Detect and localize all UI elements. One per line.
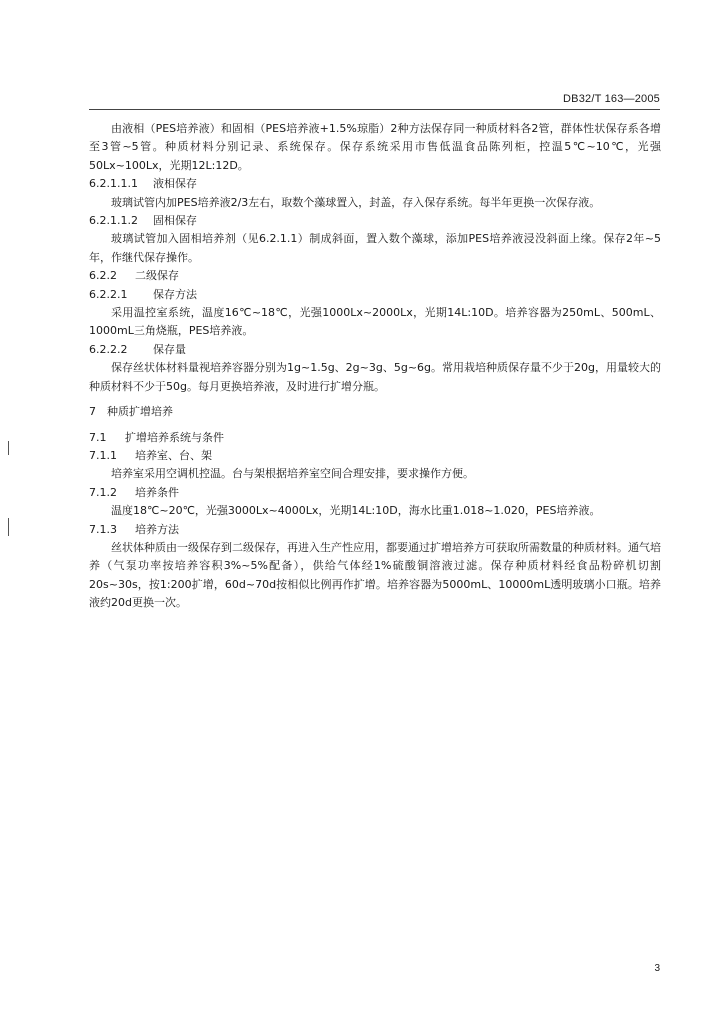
section-title: 培养室、台、架	[135, 448, 212, 462]
section-title: 保存量	[153, 342, 186, 356]
chapter-heading	[89, 403, 661, 421]
header-divider	[89, 109, 660, 110]
body-paragraph: 采用温控室系统，温度16℃~18℃，光强1000Lx~2000Lx，光期14L:10D。培养容器为250mL、500mL、1000mL三角烧瓶，PES培养液。	[89, 306, 661, 338]
section-title: 培养方法	[135, 522, 179, 536]
body-paragraph: 培养室采用空调机控温。台与架根据培养室空间合理安排，要求操作方便。	[111, 467, 474, 481]
section-title: 保存方法	[153, 287, 197, 301]
section-number: 6.2.1.1.1	[89, 177, 138, 191]
section-heading	[89, 175, 661, 193]
section-title: 二级保存	[135, 269, 179, 283]
section-title: 液相保存	[153, 177, 197, 191]
section-heading	[89, 286, 661, 304]
standard-code-header: DB32/T 163—2005	[563, 93, 660, 105]
body-paragraph: 玻璃试管加入固相培养剂（见6.2.1.1）制成斜面，置入数个藻球，添加PES培养液浸没斜面上缘。保存2年~5年，作继代保存操作。	[89, 232, 661, 264]
page-number: 3	[654, 963, 660, 974]
section-number: 7	[89, 405, 96, 419]
section-heading	[89, 484, 661, 502]
section-heading	[89, 521, 661, 539]
section-title: 固相保存	[153, 214, 197, 228]
body-paragraph: 丝状体种质由一级保存到二级保存，再进入生产性应用，都要通过扩增培养方可获取所需数量的种质材料。通气培养（气泵功率按培养容积3%~5%配备），供给气体经1%硫酸铜溶液过滤。保存种质材料经食品粉碎机切割20s~30s，按1:200扩增，60d~70d按相似比例再作扩增。培养容器为5000mL、10000mL透明玻璃小口瓶。培养液约20d更换一次。	[89, 540, 661, 610]
section-title: 培养条件	[135, 485, 179, 499]
body-paragraph: 温度18℃~20℃，光强3000Lx~4000Lx，光期14L:10D，海水比重1.018~1.020，PES培养液。	[111, 504, 601, 518]
section-heading	[89, 447, 661, 465]
section-title: 种质扩增培养	[107, 405, 173, 419]
section-heading	[89, 341, 661, 359]
section-number: 7.1	[89, 430, 107, 444]
body-paragraph: 保存丝状体材料量视培养容器分别为1g~1.5g、2g~3g、5g~6g。常用栽培种质保存量不少于20g，用量较大的种质材料不少于50g。每月更换培养液，及时进行扩增分瓶。	[89, 361, 662, 393]
section-number: 7.1.1	[89, 448, 117, 462]
section-title: 扩增培养系统与条件	[125, 430, 224, 444]
section-heading	[89, 212, 661, 230]
section-number: 7.1.2	[89, 485, 117, 499]
section-number: 6.2.2.1	[89, 287, 128, 301]
body-paragraph: 由液相（PES培养液）和固相（PES培养液+1.5%琼脂）2种方法保存同一种质材料各2管，群体性状保存系各增至3管~5管。种质材料分别记录、系统保存。保存系统采用市售低温食品陈列柜，控温5℃~10℃，光强50Lx~100Lx，光期12L:12D。	[89, 122, 661, 172]
section-number: 6.2.2	[89, 269, 117, 283]
document-body	[89, 120, 661, 613]
section-heading	[89, 429, 661, 447]
section-number: 7.1.3	[89, 522, 117, 536]
scan-margin-mark	[8, 518, 9, 536]
section-heading	[89, 267, 661, 285]
section-number: 6.2.2.2	[89, 342, 128, 356]
section-number: 6.2.1.1.2	[89, 214, 138, 228]
scan-margin-mark	[8, 441, 9, 455]
body-paragraph: 玻璃试管内加PES培养液2/3左右，取数个藻球置入，封盖，存入保存系统。每半年更换一次保存液。	[111, 195, 601, 209]
